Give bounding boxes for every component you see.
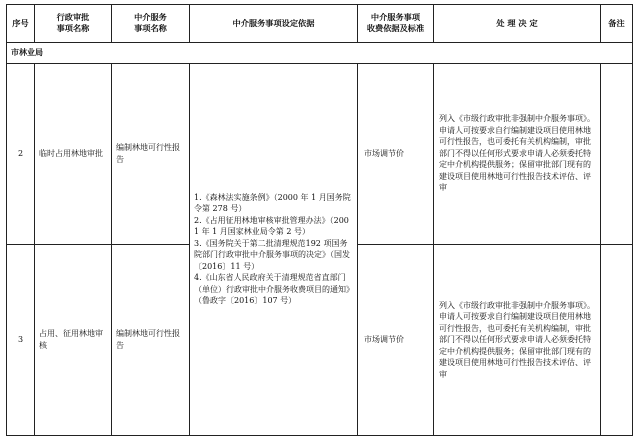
basis-line: 2.《占用征用林地审核审批管理办法》（2001 年 1 月国家林业局令第 2 号） <box>194 215 349 237</box>
section-row <box>7 42 633 63</box>
row-decision: 列入《市级行政审批非强制中介服务事项》。申请人可按要求自行编制建设项目使用林地可行性报告，也可委托有关机构编制，审批部门不得以任何形式要求申请人必须委托特定中介机构提供服务；保留审批部门现有的建设项目使用林地可行性报告技术评估、评审 <box>434 63 601 244</box>
row-fee-basis: 市场调节价 <box>358 244 434 435</box>
row-approval-item: 占用、征用林地审核 <box>35 244 112 435</box>
table-row <box>7 63 633 244</box>
intermediary-services-table <box>6 4 633 436</box>
header-decision: 处 理 决 定 <box>434 5 601 43</box>
row-seq: 2 <box>7 63 35 244</box>
header-remark: 备注 <box>601 5 633 43</box>
header-seq: 序号 <box>7 5 35 43</box>
row-remark <box>601 244 633 435</box>
basis-cell <box>190 63 358 435</box>
basis-line: 1.《森林法实施条例》（2000 年 1 月国务院令第 278 号） <box>194 192 351 214</box>
row-decision: 列入《市级行政审批非强制中介服务事项》。申请人可按要求自行编制建设项目使用林地可行性报告，也可委托有关机构编制，审批部门不得以任何形式要求申请人必须委托特定中介机构提供服务；保留审批部门现有的建设项目使用林地可行性报告技术评估、评审 <box>434 244 601 435</box>
row-fee-basis: 市场调节价 <box>358 63 434 244</box>
row-intermediary-item: 编制林地可行性报告 <box>112 63 190 244</box>
header-intermediary-item: 中介服务 事项名称 <box>112 5 190 43</box>
section-title: 市林业局 <box>7 42 633 63</box>
row-intermediary-item: 编制林地可行性报告 <box>112 244 190 435</box>
basis-line: 4.《山东省人民政府关于清理规范省直部门（单位）行政审批中介服务收费项目的通知》（鲁政字〔2016〕107 号） <box>194 273 350 306</box>
header-fee-basis: 中介服务事项 收费依据及标准 <box>358 5 434 43</box>
header-approval-item: 行政审批 事项名称 <box>35 5 112 43</box>
row-seq: 3 <box>7 244 35 435</box>
row-remark <box>601 63 633 244</box>
basis-line: 3.《国务院关于第二批清理规范192 项国务院部门行政审批中介服务事项的决定》（国发〔2016〕11 号） <box>194 238 350 271</box>
header-basis: 中介服务事项设定依据 <box>190 5 358 43</box>
row-approval-item: 临时占用林地审批 <box>35 63 112 244</box>
header-row <box>7 5 633 43</box>
